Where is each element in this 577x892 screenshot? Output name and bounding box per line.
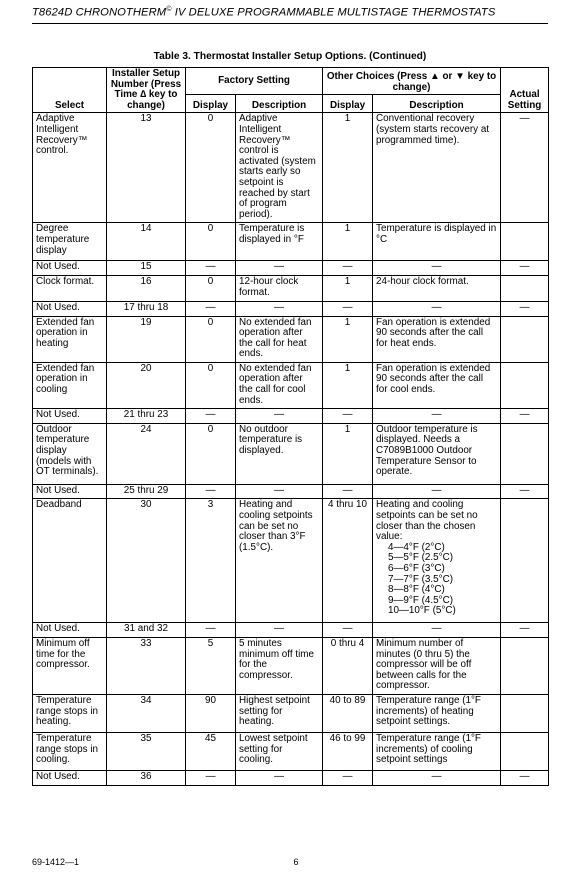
- deadband-value: 8—8°F (4°C): [388, 584, 445, 596]
- cell-select: Not Used.: [33, 301, 107, 316]
- cell-select: Extended fan operation in heating: [33, 316, 107, 362]
- doc-number: 69-1412—1: [32, 857, 80, 867]
- cell-factory-display: 0: [186, 316, 236, 362]
- cell-actual-setting: [501, 316, 549, 362]
- table-row: [33, 484, 549, 499]
- header-title: T8624D CHRONOTHERM: [32, 6, 167, 19]
- cell-other-display: 1: [323, 362, 373, 408]
- cell-setup-number: 16: [107, 275, 186, 301]
- cell-actual-setting: [501, 733, 549, 771]
- cell-select: Clock format.: [33, 275, 107, 301]
- cell-other-description: Fan operation is extended 90 seconds after the call for heat ends.: [373, 316, 501, 362]
- col-header-other-description: Description: [373, 95, 501, 113]
- cell-factory-description: No extended fan operation after the call for heat ends.: [236, 316, 323, 362]
- cell-other-display: 46 to 99: [323, 733, 373, 771]
- cell-other-description: Temperature is displayed in °C: [373, 223, 501, 261]
- cell-actual-setting: —: [501, 409, 549, 424]
- cell-actual-setting: [501, 695, 549, 733]
- cell-setup-number: 35: [107, 733, 186, 771]
- table-row: [33, 316, 549, 362]
- cell-setup-number: 21 thru 23: [107, 409, 186, 424]
- cell-factory-display: —: [186, 771, 236, 786]
- cell-other-description: Temperature range (1°F increments) of cooling setpoint settings: [373, 733, 501, 771]
- cell-factory-display: 0: [186, 362, 236, 408]
- table-row: [33, 261, 549, 276]
- cell-select: Not Used.: [33, 771, 107, 786]
- header-registered-mark: ©: [166, 6, 172, 13]
- col-header-actual-setting: Actual Setting: [501, 68, 549, 113]
- table-row: [33, 362, 549, 408]
- table-row: [33, 409, 549, 424]
- cell-factory-description: No outdoor temperature is displayed.: [236, 423, 323, 484]
- table-row: [33, 499, 549, 623]
- cell-actual-setting: [501, 275, 549, 301]
- cell-select: Not Used.: [33, 261, 107, 276]
- cell-other-description: —: [373, 409, 501, 424]
- cell-select: Not Used.: [33, 409, 107, 424]
- col-header-factory-description: Description: [236, 95, 323, 113]
- cell-select: Degree temperature display: [33, 223, 107, 261]
- cell-select: Temperature range stops in cooling.: [33, 733, 107, 771]
- cell-other-display: 40 to 89: [323, 695, 373, 733]
- cell-setup-number: 36: [107, 771, 186, 786]
- table-row: [33, 423, 549, 484]
- cell-other-display: 4 thru 10: [323, 499, 373, 623]
- page-number: 6: [293, 857, 299, 867]
- col-header-select: Select: [33, 68, 107, 113]
- cell-factory-description: 5 minutes minimum off time for the compressor.: [236, 638, 323, 695]
- table-row: [33, 623, 549, 638]
- cell-other-display: —: [323, 484, 373, 499]
- table-row: [33, 275, 549, 301]
- cell-actual-setting: —: [501, 623, 549, 638]
- cell-factory-display: —: [186, 484, 236, 499]
- cell-other-description: —: [373, 301, 501, 316]
- deadband-value: 9—9°F (4.5°C): [388, 594, 453, 606]
- deadband-intro: Heating and cooling setpoints can be set no closer than the chosen value:: [376, 499, 478, 543]
- cell-actual-setting: [501, 499, 549, 623]
- cell-actual-setting: [501, 223, 549, 261]
- cell-select: Not Used.: [33, 623, 107, 638]
- cell-setup-number: 13: [107, 113, 186, 223]
- col-header-other-display: Display: [323, 95, 373, 113]
- cell-setup-number: 33: [107, 638, 186, 695]
- cell-factory-description: No extended fan operation after the call for cool ends.: [236, 362, 323, 408]
- cell-actual-setting: —: [501, 301, 549, 316]
- cell-setup-number: 30: [107, 499, 186, 623]
- cell-factory-display: 3: [186, 499, 236, 623]
- cell-other-description: Outdoor temperature is displayed. Needs a C7089B1000 Outdoor Temperature Sensor to operate.: [373, 423, 501, 484]
- cell-factory-description: Temperature is displayed in °F: [236, 223, 323, 261]
- cell-select: Deadband: [33, 499, 107, 623]
- cell-factory-description: —: [236, 623, 323, 638]
- cell-other-display: —: [323, 623, 373, 638]
- cell-other-display: —: [323, 261, 373, 276]
- deadband-value: 10—10°F (5°C): [388, 605, 456, 617]
- cell-setup-number: 34: [107, 695, 186, 733]
- cell-other-description: Conventional recovery (system starts recovery at programmed time).: [373, 113, 501, 223]
- table-row: [33, 771, 549, 786]
- cell-select: Outdoor temperature display (models with OT terminals).: [33, 423, 107, 484]
- cell-factory-description: —: [236, 261, 323, 276]
- cell-actual-setting: [501, 638, 549, 695]
- col-header-setup-number: Installer Setup Number (Press Time ∆ key to change): [107, 68, 186, 113]
- col-header-factory-display: Display: [186, 95, 236, 113]
- cell-select: Minimum off time for the compressor.: [33, 638, 107, 695]
- header-title-rest: IV DELUXE PROGRAMMABLE MULTISTAGE THERMOSTATS: [171, 6, 496, 19]
- cell-factory-description: —: [236, 301, 323, 316]
- cell-factory-description: Adaptive Intelligent Recovery™ control is activated (system starts early so setpoint is reached by start of program period).: [236, 113, 323, 223]
- table-row: [33, 301, 549, 316]
- cell-other-display: 1: [323, 113, 373, 223]
- cell-setup-number: 19: [107, 316, 186, 362]
- cell-select: Not Used.: [33, 484, 107, 499]
- cell-actual-setting: [501, 362, 549, 408]
- cell-factory-display: —: [186, 301, 236, 316]
- cell-actual-setting: [501, 423, 549, 484]
- cell-factory-display: 90: [186, 695, 236, 733]
- cell-factory-description: —: [236, 771, 323, 786]
- cell-actual-setting: —: [501, 771, 549, 786]
- cell-select: Adaptive Intelligent Recovery™ control.: [33, 113, 107, 223]
- cell-other-description: Fan operation is extended 90 seconds after the call for cool ends.: [373, 362, 501, 408]
- col-header-factory-setting: Factory Setting: [186, 68, 323, 95]
- cell-factory-display: 0: [186, 275, 236, 301]
- cell-select: Temperature range stops in heating.: [33, 695, 107, 733]
- cell-factory-description: Lowest setpoint setting for cooling.: [236, 733, 323, 771]
- deadband-value: 5—5°F (2.5°C): [388, 552, 453, 564]
- deadband-value: 6—6°F (3°C): [388, 563, 445, 574]
- cell-factory-display: 45: [186, 733, 236, 771]
- table-row: [33, 733, 549, 771]
- cell-factory-display: —: [186, 261, 236, 276]
- cell-setup-number: 24: [107, 423, 186, 484]
- cell-other-display: —: [323, 301, 373, 316]
- cell-factory-display: 5: [186, 638, 236, 695]
- cell-other-description: Temperature range (1°F increments) of heating setpoint settings.: [373, 695, 501, 733]
- cell-other-display: 1: [323, 316, 373, 362]
- cell-other-display: 1: [323, 275, 373, 301]
- table-row: [33, 695, 549, 733]
- deadband-value: 4—4°F (2°C): [388, 541, 445, 553]
- cell-other-display: —: [323, 409, 373, 424]
- cell-other-description: —: [373, 623, 501, 638]
- cell-factory-display: 0: [186, 223, 236, 261]
- cell-factory-description: Highest setpoint setting for heating.: [236, 695, 323, 733]
- cell-actual-setting: —: [501, 484, 549, 499]
- cell-setup-number: 25 thru 29: [107, 484, 186, 499]
- cell-setup-number: 17 thru 18: [107, 301, 186, 316]
- table-row: [33, 638, 549, 695]
- cell-other-description: [373, 499, 501, 623]
- cell-other-display: 1: [323, 423, 373, 484]
- cell-factory-description: —: [236, 484, 323, 499]
- header-rule: [32, 23, 548, 24]
- cell-other-display: 0 thru 4: [323, 638, 373, 695]
- cell-factory-description: Heating and cooling setpoints can be set no closer than 3°F (1.5°C).: [236, 499, 323, 623]
- cell-setup-number: 20: [107, 362, 186, 408]
- installer-setup-table: [32, 67, 549, 786]
- cell-other-description: —: [373, 261, 501, 276]
- deadband-value: 7—7°F (3.5°C): [388, 573, 453, 585]
- table-row: [33, 113, 549, 223]
- cell-other-display: —: [323, 771, 373, 786]
- table-row: [33, 223, 549, 261]
- cell-setup-number: 15: [107, 261, 186, 276]
- cell-factory-display: 0: [186, 423, 236, 484]
- cell-factory-description: 12-hour clock format.: [236, 275, 323, 301]
- cell-factory-description: —: [236, 409, 323, 424]
- cell-factory-display: —: [186, 623, 236, 638]
- col-header-other-choices: Other Choices (Press ▲ or ▼ key to change): [323, 68, 501, 95]
- table-title: Table 3. Thermostat Installer Setup Options. (Continued): [153, 51, 427, 62]
- cell-factory-display: —: [186, 409, 236, 424]
- cell-factory-display: 0: [186, 113, 236, 223]
- cell-other-description: —: [373, 484, 501, 499]
- cell-actual-setting: —: [501, 261, 549, 276]
- cell-setup-number: 31 and 32: [107, 623, 186, 638]
- page-header: [32, 6, 548, 19]
- cell-other-display: 1: [323, 223, 373, 261]
- cell-other-description: —: [373, 771, 501, 786]
- cell-other-description: 24-hour clock format.: [373, 275, 501, 301]
- cell-setup-number: 14: [107, 223, 186, 261]
- cell-select: Extended fan operation in cooling: [33, 362, 107, 408]
- cell-actual-setting: —: [501, 113, 549, 223]
- cell-other-description: Minimum number of minutes (0 thru 5) the compressor will be off between calls for the compressor.: [373, 638, 501, 695]
